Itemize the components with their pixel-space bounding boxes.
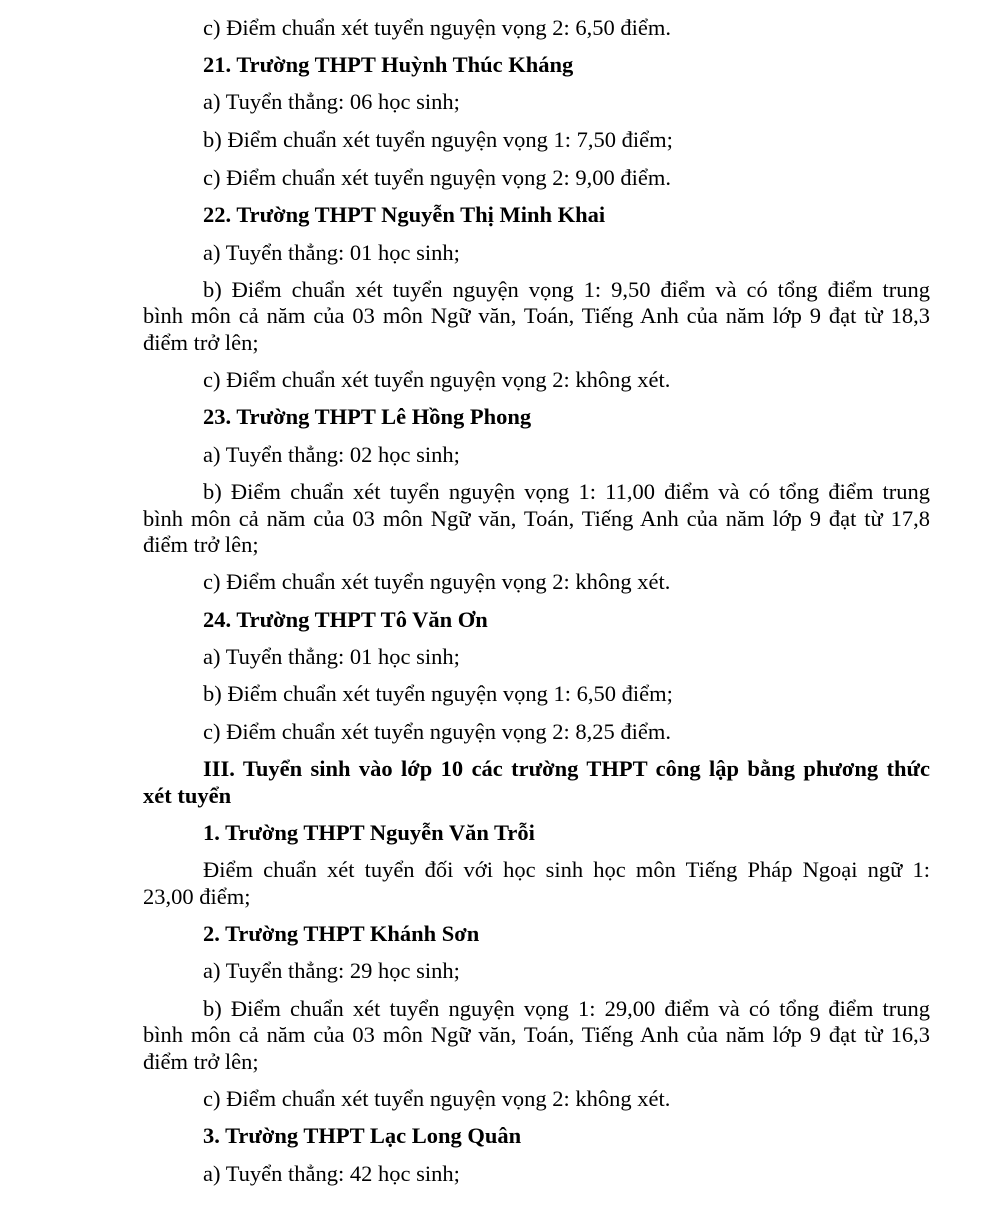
school-23-criterion-b-line3: điểm trở lên;	[143, 532, 259, 557]
school-22-criterion-b-line3: điểm trở lên;	[143, 330, 259, 355]
school-22-criterion-a: a) Tuyển thẳng: 01 học sinh;	[203, 240, 460, 265]
section-iii-school-2-criterion-b-line1: b) Điểm chuẩn xét tuyển nguyện vọng 1: 29,00 điểm và có tổng điểm trung	[203, 996, 930, 1021]
school-23-criterion-c: c) Điểm chuẩn xét tuyển nguyện vọng 2: không xét.	[203, 569, 671, 594]
school-21-criterion-a: a) Tuyển thẳng: 06 học sinh;	[203, 89, 460, 114]
school-24-criterion-b: b) Điểm chuẩn xét tuyển nguyện vọng 1: 6,50 điểm;	[203, 681, 673, 706]
section-iii-school-2-criterion-b-line2: bình môn cả năm của 03 môn Ngữ văn, Toán, Tiếng Anh của năm lớp 9 đạt từ 16,3	[143, 1022, 930, 1047]
school-23-criterion-b-line2: bình môn cả năm của 03 môn Ngữ văn, Toán, Tiếng Anh của năm lớp 9 đạt từ 17,8	[143, 506, 930, 531]
section-iii-school-1-criterion-line2: 23,00 điểm;	[143, 884, 251, 909]
school-23-heading: 23. Trường THPT Lê Hồng Phong	[203, 404, 532, 429]
section-iii-school-2-heading: 2. Trường THPT Khánh Sơn	[203, 921, 480, 946]
school-23-criterion-b-line1: b) Điểm chuẩn xét tuyển nguyện vọng 1: 11,00 điểm và có tổng điểm trung	[203, 479, 930, 504]
school-24-criterion-c: c) Điểm chuẩn xét tuyển nguyện vọng 2: 8,25 điểm.	[203, 719, 672, 744]
school-21-criterion-b: b) Điểm chuẩn xét tuyển nguyện vọng 1: 7,50 điểm;	[203, 127, 673, 152]
section-iii-school-1-heading: 1. Trường THPT Nguyễn Văn Trỗi	[203, 820, 535, 845]
section-iii-heading-line2: xét tuyển	[143, 783, 232, 808]
school-23-criterion-a: a) Tuyển thẳng: 02 học sinh;	[203, 442, 460, 467]
school-21-heading: 21. Trường THPT Huỳnh Thúc Kháng	[203, 52, 574, 77]
section-iii-school-1-criterion-line1: Điểm chuẩn xét tuyển đối với học sinh học môn Tiếng Pháp Ngoại ngữ 1:	[203, 857, 930, 882]
section-iii-heading-line1: III. Tuyển sinh vào lớp 10 các trường THPT công lập bằng phương thức	[203, 756, 930, 781]
school-24-criterion-a: a) Tuyển thẳng: 01 học sinh;	[203, 644, 460, 669]
school-21-criterion-c: c) Điểm chuẩn xét tuyển nguyện vọng 2: 9,00 điểm.	[203, 165, 672, 190]
school-22-criterion-b-line2: bình môn cả năm của 03 môn Ngữ văn, Toán, Tiếng Anh của năm lớp 9 đạt từ 18,3	[143, 303, 930, 328]
section-iii-school-2-criterion-b-line3: điểm trở lên;	[143, 1049, 259, 1074]
school-24-heading: 24. Trường THPT Tô Văn Ơn	[203, 607, 488, 632]
school-22-heading: 22. Trường THPT Nguyễn Thị Minh Khai	[203, 202, 606, 227]
section-iii-school-3-heading: 3. Trường THPT Lạc Long Quân	[203, 1123, 522, 1148]
school-22-criterion-c: c) Điểm chuẩn xét tuyển nguyện vọng 2: không xét.	[203, 367, 671, 392]
section-iii-school-2-criterion-c: c) Điểm chuẩn xét tuyển nguyện vọng 2: không xét.	[203, 1086, 671, 1111]
section-iii-school-3-criterion-a: a) Tuyển thẳng: 42 học sinh;	[203, 1161, 460, 1186]
section-iii-school-2-criterion-a: a) Tuyển thẳng: 29 học sinh;	[203, 958, 460, 983]
school-22-criterion-b-line1: b) Điểm chuẩn xét tuyển nguyện vọng 1: 9,50 điểm và có tổng điểm trung	[203, 277, 930, 302]
school-20-criterion-c: c) Điểm chuẩn xét tuyển nguyện vọng 2: 6,50 điểm.	[203, 15, 672, 40]
